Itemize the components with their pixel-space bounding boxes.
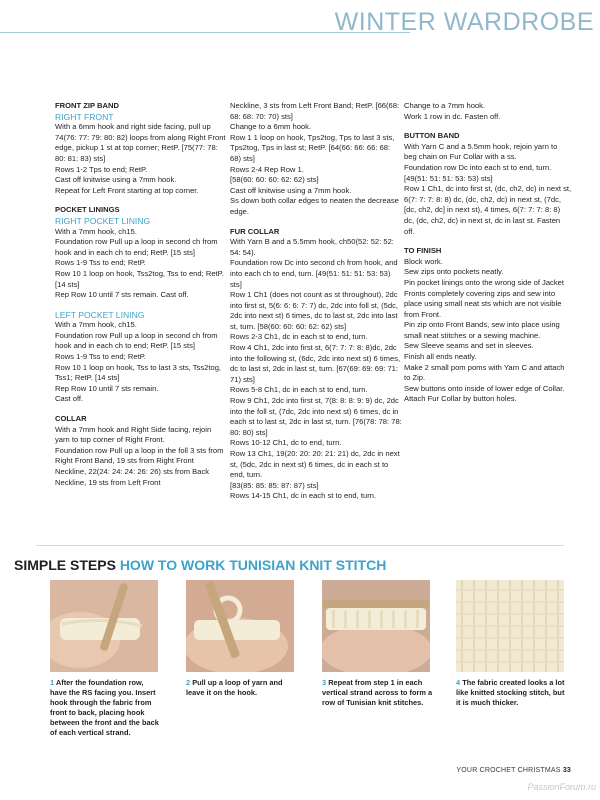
paragraph: Row 9 Ch1, 2dc into first st, 7(8: 8: 8: 9: 9) dc, 2dc into the foll st, (7dc, 2dc into next st) 6 times, dc in each st to last st, 2dc in last st, turn. [76(78: 78: 78: 80: 80) sts] xyxy=(230,396,402,437)
paragraph: [83(85: 85: 85: 87: 87) sts] xyxy=(230,480,319,490)
step-2-photo xyxy=(186,580,294,672)
simple-steps-heading xyxy=(14,557,386,573)
paragraph: Change to a 7mm hook. xyxy=(404,101,486,110)
paragraph: Rows 10-12 Ch1, dc to end, turn. xyxy=(230,438,342,448)
paragraph: With a 7mm hook and Right Side facing, rejoin yarn to top corner of Right Front. xyxy=(55,424,212,445)
paragraph: Row 4 Ch1, 2dc into first st, 6(7: 7: 7: 8: 8)dc, 2dc into the following st, (6dc, 2dc into next st) 6 times, dc to last st, 2dc in last st, turn. [67(69: 69: 69: 71: 71) sts] xyxy=(230,343,401,384)
step-1-photo xyxy=(50,580,158,672)
step-number: 2 xyxy=(186,678,191,687)
paragraph: Cast off. xyxy=(55,394,84,404)
step-4-caption xyxy=(456,678,568,708)
paragraph: Rows 14-15 Ch1, dc in each st to end, turn. xyxy=(230,491,377,501)
paragraph: Finish all ends neatly. xyxy=(404,352,477,362)
paragraph: Ss down both collar edges to neaten the decrease edge. xyxy=(230,196,399,216)
paragraph: With Yarn B and a 5.5mm hook, ch50(52: 52: 52: 54: 54). xyxy=(230,237,394,257)
simple-steps-label: SIMPLE STEPS xyxy=(14,557,116,573)
paragraph: Foundation row Pull up a loop in second ch from hook and in each ch to end; RetP. [15 sts] xyxy=(55,237,218,257)
paragraph: Row 13 Ch1, 19(20: 20: 20: 21: 21) dc, 2dc in next st, (5dc, 2dc in next st) 6 times, dc in each st to end, turn. xyxy=(230,449,400,480)
paragraph: Foundation row Pull up a loop in the foll 3 sts from Right Front Band, 19 sts from Right Front Neckline, 22(24: 24: 24: 26: 26) sts from Back Neckline, 19 sts from Left Front xyxy=(55,445,224,487)
paragraph: Foundation row Dc into each st to end, turn. [49(51: 51: 51: 53: 53) sts] xyxy=(404,162,552,183)
paragraph: Row 10 1 loop on hook, Tss to last 3 sts, Tss2tog, Tss1; RetP. [14 sts] xyxy=(55,362,222,383)
paragraph: Pin pocket linings onto the wrong side of Jacket Fronts completely covering zips and sew into place using small neat sts which are not visible from Front. xyxy=(404,277,564,319)
heading: POCKET LININGS xyxy=(55,205,120,215)
paragraph: With a 6mm hook and right side facing, pull up 74(76: 77: 79: 80: 82) loops from along Right Front edge, pickup 1 st at top corner; RetP. [75(77: 78: 80: 81: 83) sts] xyxy=(55,122,226,163)
paragraph: Work 1 row in dc. Fasten off. xyxy=(404,111,501,121)
paragraph: With a 7mm hook, ch15. xyxy=(55,226,137,236)
column-1 xyxy=(55,101,227,497)
step-text: The fabric created looks a lot like knitted stocking stitch, but it is much thicker. xyxy=(456,678,565,707)
paragraph: Sew buttons onto inside of lower edge of Collar. xyxy=(404,383,565,393)
collar-end xyxy=(404,101,572,122)
paragraph: Row 10 1 loop on hook, Tss2tog, Tss to end; RetP. [14 sts] xyxy=(55,268,224,289)
fur-collar-section xyxy=(230,227,402,502)
fabric-texture-image xyxy=(456,580,564,672)
step-number: 3 xyxy=(322,678,327,687)
paragraph: Row 1 Ch1 (does not count as st throughout), 2dc into first st, 5(6: 6: 6: 7: 7) dc, 2dc into foll st, (5dc, 2dc into next st) 6 times, dc to last st, 2dc into last st, turn. [58(60: 60: 60: 62: 62) sts] xyxy=(230,290,398,331)
magazine-name: YOUR CROCHET CHRISTMAS xyxy=(456,767,561,774)
paragraph: Row 1 1 loop on hook, Tps2tog, Tps to last 3 sts, Tps2tog, Tps in last st; RetP. [64(66: 66: 66: 68: 68) sts] xyxy=(230,132,395,163)
simple-steps-rule xyxy=(36,545,564,546)
paragraph: With a 7mm hook, ch15. xyxy=(55,320,137,330)
paragraph: Rep Row 10 until 7 sts remain. xyxy=(55,383,159,393)
heading: FRONT ZIP BAND xyxy=(55,101,119,110)
heading: TO FINISH xyxy=(404,246,442,256)
paragraph: Cast off knitwise using a 7mm hook. xyxy=(55,175,177,185)
step-3-photo xyxy=(322,580,430,672)
simple-steps-title: HOW TO WORK TUNISIAN KNIT STITCH xyxy=(119,557,387,573)
subheading: RIGHT FRONT xyxy=(55,111,114,122)
paragraph: Rows 1-9 Tss to end; RetP. xyxy=(55,352,146,362)
step-text: Pull up a loop of yarn and leave it on the hook. xyxy=(186,678,283,697)
watermark: PassionForum.ru xyxy=(527,782,596,792)
paragraph: Foundation row Dc into second ch from hook, and into each ch to end, turn. [49(51: 51: 51: 53: 53) sts] xyxy=(230,258,398,289)
paragraph: Block work. xyxy=(404,256,443,266)
paragraph: Rows 1-2 Tps to end; RetP. xyxy=(55,164,148,174)
step-number: 1 xyxy=(50,678,55,687)
paragraph: Repeat for Left Front starting at top corner. xyxy=(55,185,199,195)
page-footer xyxy=(456,767,571,774)
front-zip-band-section xyxy=(55,101,227,196)
hand-hook-image xyxy=(50,580,158,672)
row-of-stitches-image xyxy=(322,580,430,672)
step-text: Repeat from step 1 in each vertical strand across to form a row of Tunisian knit stitches. xyxy=(322,678,433,707)
step-number: 4 xyxy=(456,678,461,687)
paragraph: Rows 2-4 Rep Row 1. xyxy=(230,164,304,174)
button-band-section xyxy=(404,131,572,237)
left-pocket-lining-section xyxy=(55,310,227,405)
subheading: LEFT POCKET LINING xyxy=(55,309,145,320)
column-3 xyxy=(404,101,572,414)
step-4-photo xyxy=(456,580,564,672)
page-number: 33 xyxy=(562,767,571,774)
to-finish-section xyxy=(404,246,572,405)
section-title: WINTER WARDROBE xyxy=(334,8,594,36)
paragraph: Pin zip onto Front Bands, sew into place using small neat stitches or a sewing machine. xyxy=(404,320,560,340)
paragraph: Rep Row 10 until 7 sts remain. Cast off. xyxy=(55,290,189,300)
step-3-caption xyxy=(322,678,434,708)
step-2-caption xyxy=(186,678,298,698)
paragraph: Row 1 Ch1, dc into first st, (dc, ch2, dc) in next st, 6(7: 7: 7: 8: 8) dc, (dc, ch2, dc) in next st, (7dc, [dc, ch2, dc] in next st), 4 times, 6(7: 7: 7: 8: 8) dc, (dc, ch2, dc) in next st, dc in last st. Fasten off. xyxy=(404,184,572,236)
heading: COLLAR xyxy=(55,414,87,424)
subheading: RIGHT POCKET LINING xyxy=(55,215,151,226)
paragraph: Rows 5-8 Ch1, dc in each st to end, turn. xyxy=(230,385,368,395)
loop-image xyxy=(186,580,294,672)
paragraph: Neckline, 3 sts from Left Front Band; RetP. [66(68: 68: 68: 70: 70) sts] xyxy=(230,101,400,121)
paragraph: Foundation row Pull up a loop in second ch from hook and in each ch to end; RetP. [15 sts] xyxy=(55,330,218,351)
collar-section xyxy=(55,414,227,488)
paragraph: Attach Fur Collar by button holes. xyxy=(404,394,517,404)
paragraph: Change to a 6mm hook. xyxy=(230,122,312,132)
paragraph: Rows 1-9 Tss to end; RetP. xyxy=(55,258,146,268)
step-1-caption xyxy=(50,678,162,738)
column-2 xyxy=(230,101,402,511)
paragraph: [58(60: 60: 60: 62: 62) sts] xyxy=(230,175,319,185)
paragraph: Sew zips onto pockets neatly. xyxy=(404,267,504,277)
collar-continued xyxy=(230,101,402,218)
step-text: After the foundation row, have the RS facing you. Insert hook through the fabric from front to back, placing hook between the front and the back of each vertical strand. xyxy=(50,678,159,737)
paragraph: Cast off knitwise using a 7mm hook. xyxy=(230,185,352,195)
pocket-linings-section xyxy=(55,205,227,300)
paragraph: Rows 2-3 Ch1, dc in each st to end, turn. xyxy=(230,332,368,342)
heading: BUTTON BAND xyxy=(404,131,460,141)
heading: FUR COLLAR xyxy=(230,226,280,236)
paragraph: With Yarn C and a 5.5mm hook, rejoin yarn to beg chain on Fur Collar with a ss. xyxy=(404,141,558,162)
paragraph: Make 2 small pom poms with Yarn C and attach to Zip. xyxy=(404,362,565,383)
paragraph: Sew Sleeve seams and set in sleeves. xyxy=(404,341,534,351)
